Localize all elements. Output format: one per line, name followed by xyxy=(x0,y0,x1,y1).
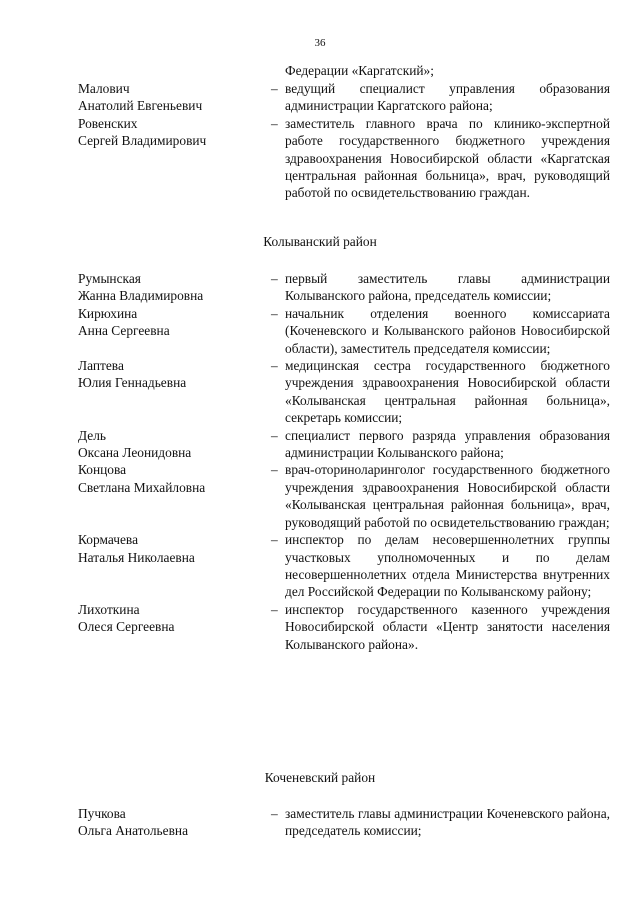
member-row xyxy=(0,805,640,840)
member-given-name: Ольга Анатольевна xyxy=(78,823,189,839)
member-given-name: Олеся Сергеевна xyxy=(78,619,175,635)
member-row xyxy=(0,115,640,202)
member-row xyxy=(0,270,640,305)
member-given-name: Оксана Леонидовна xyxy=(78,445,192,461)
dash: – xyxy=(271,305,278,321)
member-role: инспектор государственного казенного учреждения Новосибирской области «Центр занятости населения Колыванского района». xyxy=(285,601,610,652)
member-name xyxy=(78,305,268,340)
member-surname: Румынская xyxy=(78,271,141,286)
member-role: начальник отделения военного комиссариата (Коченевского и Колыванского районов Новосибирской области), заместитель председателя комиссии; xyxy=(285,305,610,356)
member-row xyxy=(0,461,640,531)
member-surname: Малович xyxy=(78,81,130,96)
member-name xyxy=(78,427,268,462)
member-row xyxy=(0,357,640,427)
member-row xyxy=(0,601,640,653)
member-surname: Концова xyxy=(78,462,127,478)
member-surname: Ровенских xyxy=(78,115,138,131)
member-given-name: Жанна Владимировна xyxy=(78,288,204,304)
member-row xyxy=(0,531,640,601)
member-role: врач-оториноларинголог государственного бюджетного учреждения здравоохранения Новосибирской области «Колыванская центральная районная больница», врач, руководящий работой по освидетельствованию граждан; xyxy=(285,462,610,530)
member-surname: Лаптева xyxy=(78,358,124,374)
member-surname: Дель xyxy=(78,427,107,443)
dash: – xyxy=(271,81,278,96)
member-surname: Лихоткина xyxy=(78,601,140,617)
member-given-name: Анна Сергеевна xyxy=(78,323,170,339)
member-block xyxy=(0,80,640,202)
member-block xyxy=(0,805,640,840)
member-name xyxy=(78,461,268,496)
member-given-name: Сергей Владимирович xyxy=(78,133,207,149)
member-name xyxy=(78,531,268,566)
member-role: инспектор по делам несовершеннолетних группы участковых уполномоченных и по делам несовершеннолетних отдела Министерства внутренних дел Российской Федерации по Колыванскому району; xyxy=(285,532,610,600)
member-row xyxy=(0,80,640,115)
member-given-name: Светлана Михайловна xyxy=(78,479,206,495)
section-heading: Коченевский район xyxy=(264,770,376,785)
member-role: заместитель главного врача по клинико-экспертной работе государственного бюджетного учреждения здравоохранения Новосибирской области «Каргатская центральная районная больница», врач, руководящий работой по освидетельствованию граждан. xyxy=(285,115,610,201)
dash: – xyxy=(271,271,278,286)
member-name xyxy=(78,805,268,840)
dash: – xyxy=(271,427,278,443)
member-surname: Кормачева xyxy=(78,532,139,548)
member-row xyxy=(0,427,640,462)
dash: – xyxy=(271,115,278,131)
dash: – xyxy=(271,532,278,548)
member-name xyxy=(78,80,268,115)
member-name xyxy=(78,357,268,392)
dash: – xyxy=(271,462,278,478)
member-role: ведущий специалист управления образования администрации Каргатского района; xyxy=(285,81,610,114)
member-row xyxy=(0,305,640,357)
member-surname: Кирюхина xyxy=(78,305,138,321)
member-role: первый заместитель главы администрации Колыванского района, председатель комиссии; xyxy=(285,271,610,304)
dash: – xyxy=(271,358,278,374)
member-given-name: Наталья Николаевна xyxy=(78,549,195,565)
member-given-name: Юлия Геннадьевна xyxy=(78,375,187,391)
dash: – xyxy=(271,806,278,821)
member-name xyxy=(78,270,268,305)
continuation-text: Федерации «Каргатский»; xyxy=(285,63,434,78)
member-role: заместитель главы администрации Коченевского района, председатель комиссии; xyxy=(285,806,610,839)
section-heading: Колыванский район xyxy=(263,234,377,249)
member-role: медицинская сестра государственного бюджетного учреждения здравоохранения Новосибирской области «Колыванская центральная районная больница», секретарь комиссии; xyxy=(285,358,610,426)
dash: – xyxy=(271,601,278,617)
member-name xyxy=(78,115,268,150)
page-number: 36 xyxy=(314,37,326,49)
member-block xyxy=(0,270,640,653)
member-name xyxy=(78,601,268,636)
member-role: специалист первого разряда управления образования администрации Колыванского района; xyxy=(285,427,610,461)
member-surname: Пучкова xyxy=(78,806,126,821)
member-given-name: Анатолий Евгеньевич xyxy=(78,98,203,114)
